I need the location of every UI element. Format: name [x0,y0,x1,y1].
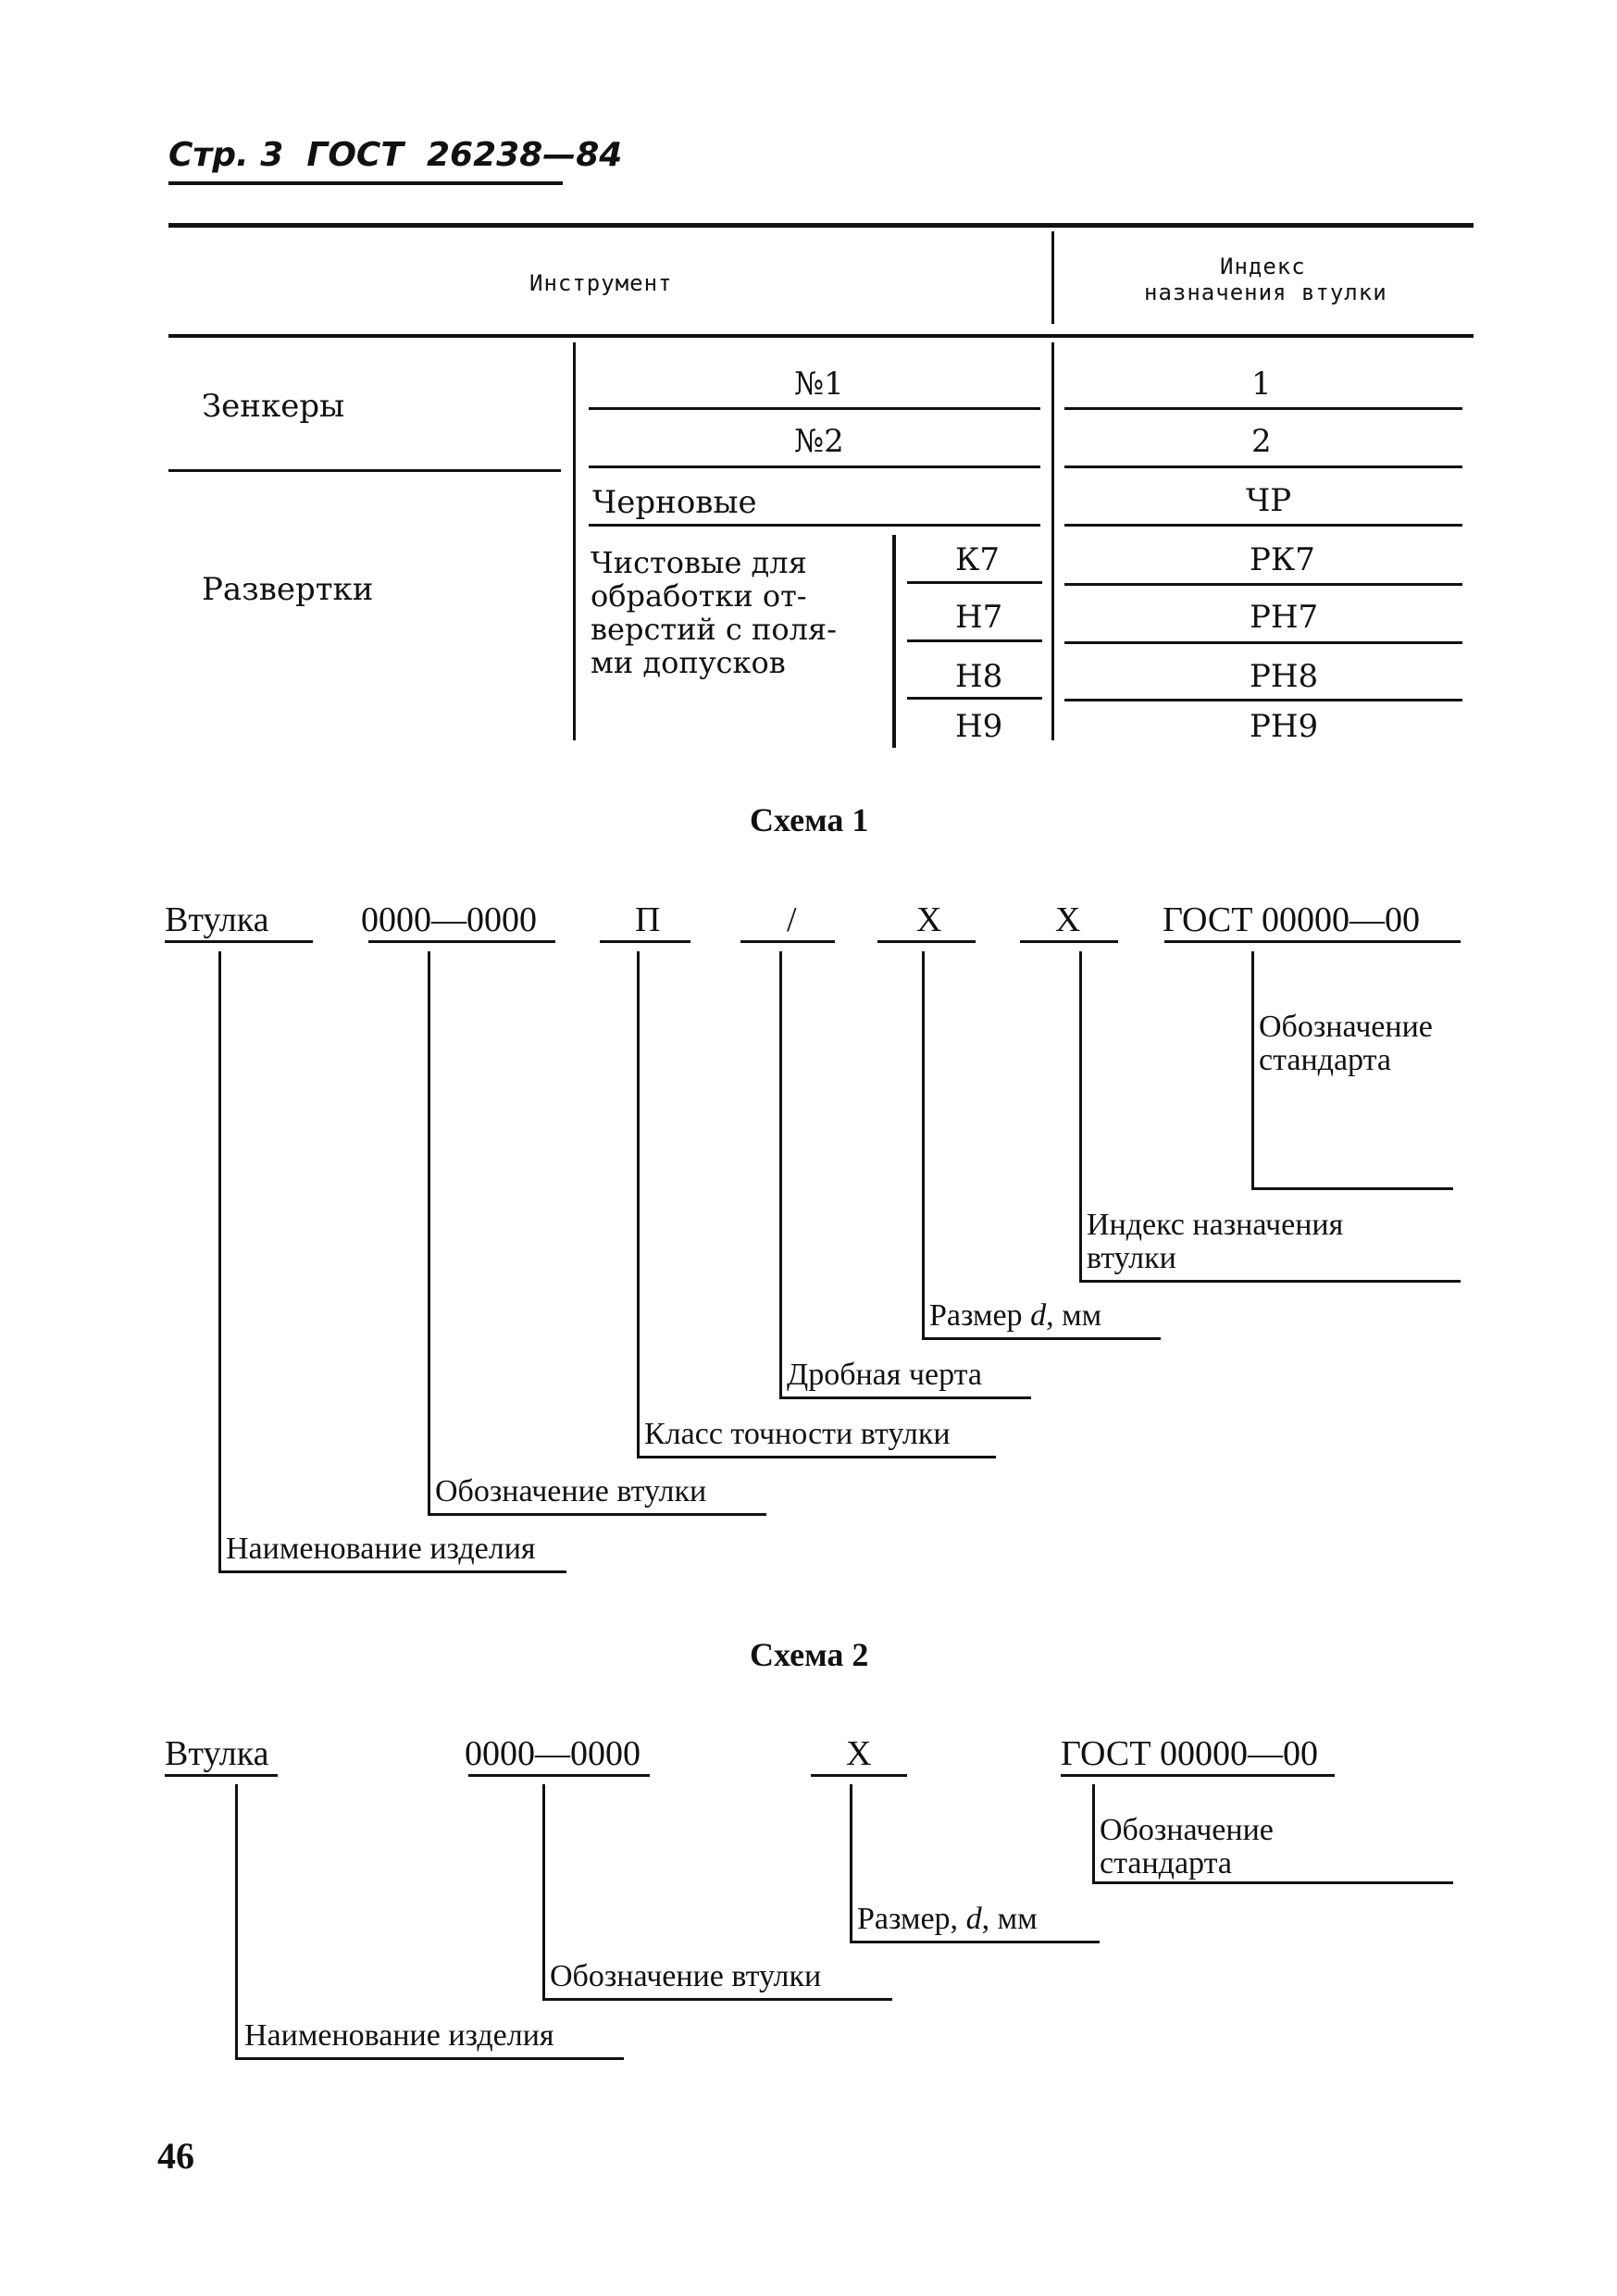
token-underline [468,1774,650,1777]
page-number: 46 [157,2135,194,2177]
s1-label-size-var: d [1030,1298,1047,1333]
token-underline [1061,1774,1335,1777]
finish-label-line: обработки от- [591,578,807,614]
token-underline [1164,940,1461,943]
tolerance-col-divider [892,535,896,748]
s2-label-standard-line2: стандарта [1100,1846,1232,1880]
table-top-border [168,223,1474,228]
leader-item [218,951,221,1571]
s2-leader-size [850,1784,852,1942]
s2-token-size: Х [846,1734,872,1773]
s1-label-class: Класс точности втулки [644,1417,951,1451]
s1-label-slash: Дробная черта [787,1358,983,1392]
s1-token-purpose: Х [1055,900,1081,939]
index-rk7: РК7 [1250,541,1315,578]
finish-label-line: ми допусков [591,645,786,680]
s1-token-size: Х [916,900,942,939]
leader-designation-base [428,1513,766,1516]
scheme2-title: Схема 2 [750,1636,869,1673]
group-divider [168,469,561,472]
s2-leader-standard-base [1092,1881,1453,1884]
leader-slash [779,951,782,1397]
tolerance-k7: К7 [955,541,1000,578]
scheme1-title: Схема 1 [750,801,869,838]
s1-label-size-suffix: , мм [1046,1298,1102,1333]
s1-token-class: П [635,900,661,939]
s2-token-standard: ГОСТ 00000—00 [1061,1734,1318,1773]
leader-slash-base [779,1396,1031,1399]
leader-standard [1251,951,1254,1188]
row-line [1064,465,1462,468]
token-underline [165,1774,278,1777]
index-rh8: РН8 [1250,658,1319,695]
index-rh9: РН9 [1250,708,1319,745]
s2-leader-size-base [850,1941,1100,1943]
col-header-index-line1: Индекс [1220,254,1306,279]
s1-label-size-prefix: Размер [929,1298,1031,1333]
zenker-no1: №1 [794,366,844,403]
rough-reamer: Черновые [592,484,757,521]
finish-reamer-label [591,546,887,679]
s1-label-standard [1259,1011,1433,1077]
header-col-divider [1051,231,1054,324]
row-line [1064,641,1462,644]
rough-reamer-index: ЧР [1246,482,1292,519]
row-line [1064,583,1462,586]
s1-label-size [929,1299,1101,1333]
header-bottom-border [168,334,1474,338]
leader-purpose-base [1079,1280,1461,1283]
zenker-no2-index: 2 [1251,423,1272,460]
s2-token-item: Втулка [165,1734,269,1773]
leader-class-base [637,1456,996,1458]
s1-token-item: Втулка [165,900,269,939]
tolerance-h8: Н8 [955,658,1003,695]
token-underline [1020,940,1118,943]
s2-leader-designation [542,1784,545,1999]
leader-standard-base [1251,1187,1453,1190]
s1-label-purpose-line1: Индекс назначения [1087,1208,1344,1242]
s1-token-designation: 0000—0000 [361,900,537,939]
s2-leader-standard [1092,1784,1095,1882]
s2-label-size [857,1903,1038,1936]
row-line [589,524,1040,527]
index-rh7: РН7 [1250,599,1319,636]
index-col-divider [1051,342,1054,740]
token-underline [740,940,835,943]
s1-label-item: Наименование изделия [226,1532,536,1566]
leader-class [637,951,640,1457]
group-col-divider [573,342,576,740]
s2-leader-item [235,1784,238,2058]
row-line [1064,699,1462,701]
row-line [1064,407,1462,410]
standard-number: 26238—84 [427,136,623,174]
group-zenkery: Зенкеры [202,388,345,425]
finish-label-line: верстий с поля- [591,612,837,647]
s1-label-purpose [1087,1209,1343,1275]
s2-label-designation: Обозначение втулки [550,1959,822,1993]
header-underline [168,181,563,185]
page-header [168,136,623,174]
s2-leader-designation-base [542,1998,892,2001]
s2-token-designation: 0000—0000 [465,1734,641,1773]
token-underline [877,940,976,943]
tolerance-h9: Н9 [955,708,1003,745]
zenker-no2: №2 [794,423,844,460]
s1-label-standard-line2: стандарта [1259,1043,1391,1077]
row-line [1064,524,1462,527]
group-razvertki: Развертки [202,571,374,608]
leader-size-base [922,1337,1161,1340]
row-line [907,581,1042,584]
standard-label: ГОСТ [306,136,404,174]
row-line [589,407,1040,410]
token-underline [600,940,690,943]
col-header-instrument: Инструмент [529,270,673,296]
token-underline [368,940,555,943]
row-line [907,639,1042,642]
s1-token-standard: ГОСТ 00000—00 [1163,900,1420,939]
leader-purpose [1079,951,1082,1281]
s2-label-size-suffix: , мм [981,1902,1038,1936]
token-underline [811,1774,907,1777]
s2-label-item: Наименование изделия [244,2018,554,2053]
leader-designation [428,951,430,1514]
s2-leader-item-base [235,2057,624,2060]
token-underline [165,940,313,943]
s2-label-standard [1100,1814,1274,1880]
s1-label-purpose-line2: втулки [1087,1241,1176,1275]
s2-label-size-var: d [965,1902,982,1936]
leader-item-base [218,1570,566,1573]
s1-token-slash: / [787,900,797,939]
tolerance-h7: Н7 [955,599,1003,636]
s1-label-designation: Обозначение втулки [435,1474,707,1508]
row-line [589,465,1040,468]
leader-size [922,951,925,1338]
s2-label-standard-line1: Обозначение [1100,1813,1274,1847]
s1-label-standard-line1: Обозначение [1259,1010,1433,1044]
row-line [907,697,1042,700]
col-header-index-line2: назначения втулки [1144,279,1387,305]
page-ref: Стр. 3 [168,136,284,174]
finish-label-line: Чистовые для [591,545,807,580]
zenker-no1-index: 1 [1251,366,1272,403]
s2-label-size-prefix: Размер, [857,1902,966,1936]
